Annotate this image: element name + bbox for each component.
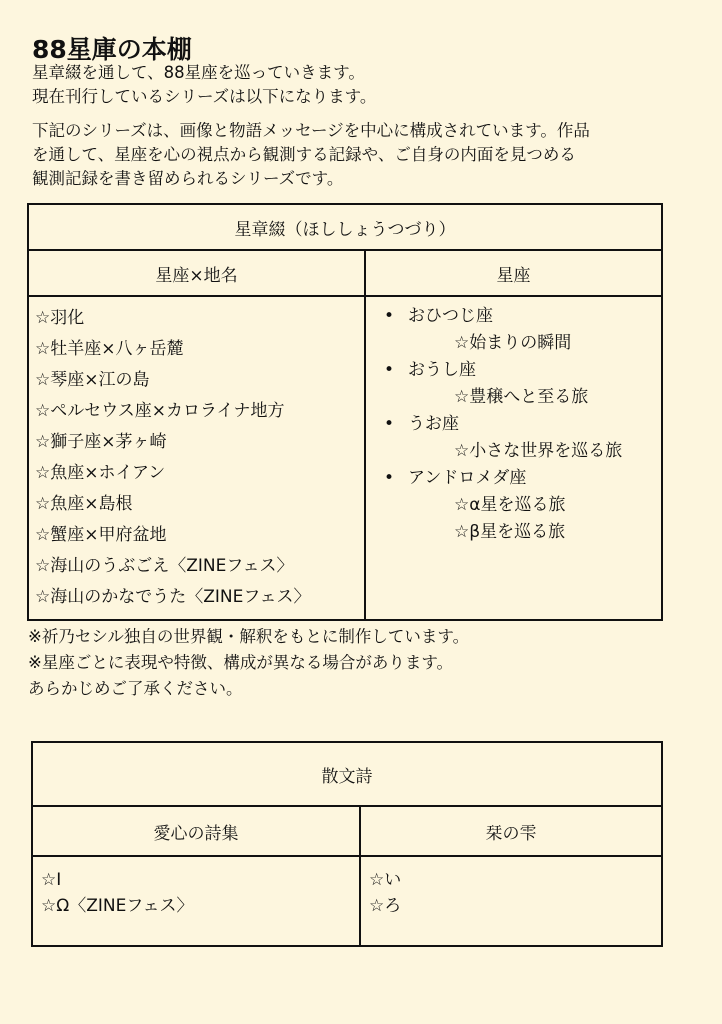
list-item: ☆魚座×ホイアン [35,463,166,483]
poetry-list-left [32,856,360,946]
work-item: ☆豊穣へと至る旅 [454,387,589,407]
column-header-left: 星座×地名 [28,250,365,296]
list-item: ☆Ω〈ZINEフェス〉 [41,896,194,916]
constellation-place-list [28,296,365,620]
column-header-right: 栞の雫 [360,806,662,856]
description-paragraph [32,119,590,191]
list-item: ☆ろ [369,896,402,916]
series-title: 散文詩 [32,742,662,806]
notes [28,624,469,702]
list-item: ☆海山のうぶごえ〈ZINEフェス〉 [35,556,294,576]
constellation-item: • アンドロメダ座 [370,465,657,492]
list-item: ☆羽化 [35,308,85,328]
note-line: ※星座ごとに表現や特徴、構成が異なる場合があります。 [28,653,454,672]
list-item: ☆牡羊座×八ヶ岳麓 [35,339,184,359]
note-line: あらかじめご了承ください。 [28,679,243,698]
list-item: ☆琴座×江の島 [35,370,150,390]
intro-paragraph [32,61,376,109]
list-item: ☆ペルセウス座×カロライナ地方 [35,401,285,421]
column-header-right: 星座 [365,250,662,296]
list-item: ☆Ⅰ [41,870,62,890]
list-item: ☆獅子座×茅ヶ崎 [35,432,167,452]
constellation-item: • うお座 [370,411,657,438]
description-line: 観測記録を書き留められるシリーズです。 [32,169,344,188]
constellation-item: • おうし座 [370,357,657,384]
work-item: ☆β星を巡る旅 [454,522,566,542]
description-line: 下記のシリーズは、画像と物語メッセージを中心に構成されています。作品 [32,121,590,140]
work-item: ☆α星を巡る旅 [454,495,566,515]
page-title: 88星庫の本棚 [32,35,192,64]
intro-line: 星章綴を通して、88星座を巡っていきます。 [32,63,365,82]
poetry-list-right [360,856,662,946]
intro-line: 現在刊行しているシリーズは以下になります。 [32,87,377,106]
list-item: ☆蟹座×甲府盆地 [35,525,167,545]
description-line: を通して、星座を心の視点から観測する記録や、ご自身の内面を見つめる [32,145,576,164]
constellation-item: • おひつじ座 [370,303,657,330]
column-header-left: 愛心の詩集 [32,806,360,856]
series-title: 星章綴（ほししょうつづり） [28,204,662,250]
series-prose-poetry-table [31,741,663,947]
list-item: ☆海山のかなでうた〈ZINEフェス〉 [35,587,311,607]
constellation-list [365,296,662,620]
work-item: ☆始まりの瞬間 [454,333,572,353]
note-line: ※祈乃セシル独自の世界観・解釈をもとに制作しています。 [28,627,470,646]
work-item: ☆小さな世界を巡る旅 [454,441,623,461]
list-item: ☆い [369,870,402,890]
list-item: ☆魚座×島根 [35,494,133,514]
series-hoshishoutsuzuri-table [27,203,663,621]
